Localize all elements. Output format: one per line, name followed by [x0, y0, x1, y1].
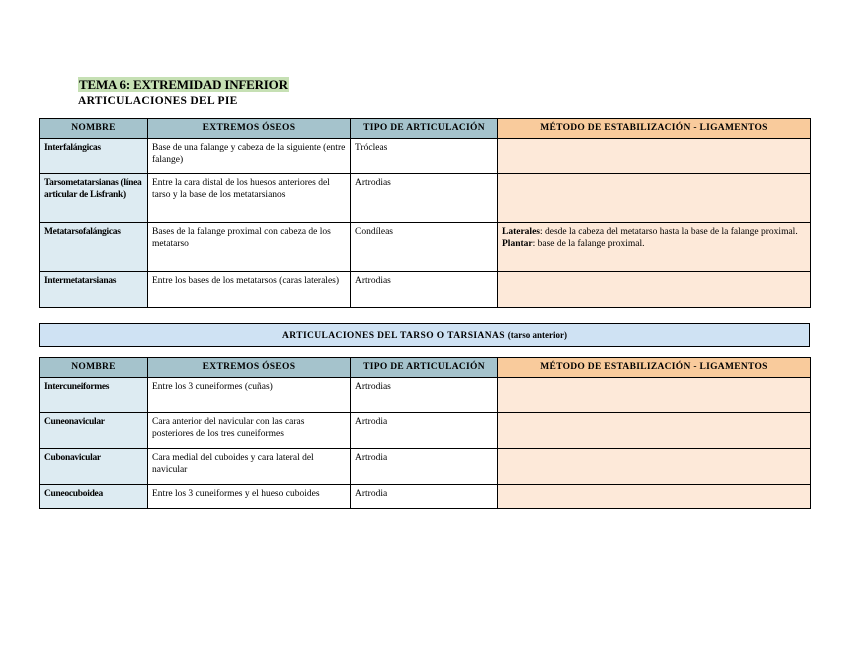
row-type: Condíleas [351, 223, 498, 272]
method-lateral-text: : desde la cabeza del metatarso hasta la base de la falange proximal. [540, 227, 798, 237]
row-type: Artrodia [351, 485, 498, 509]
row-bones: Entre la cara distal de los huesos anteriores del tarso y la base de los metatarsianos [148, 174, 351, 223]
column-header-metodo: MÉTODO DE ESTABILIZACIÓN - LIGAMENTOS [498, 358, 811, 378]
row-type: Artrodias [351, 272, 498, 308]
banner-note: (tarso anterior) [507, 330, 567, 340]
joints-table-foot [39, 118, 811, 308]
table-row [40, 378, 811, 413]
table-row [40, 413, 811, 449]
row-name: Interfalángicas [40, 139, 148, 174]
column-header-tipo: TIPO DE ARTICULACIÓN [351, 358, 498, 378]
banner-title: ARTICULACIONES DEL TARSO O TARSIANAS [282, 331, 505, 341]
row-method [498, 485, 811, 509]
row-type: Artrodias [351, 378, 498, 413]
row-name: Cuneonavicular [40, 413, 148, 449]
row-bones: Cara medial del cuboides y cara lateral del navicular [148, 449, 351, 485]
table-row [40, 485, 811, 509]
row-method [498, 449, 811, 485]
table-header-row [40, 358, 811, 378]
column-header-extremos: EXTREMOS ÓSEOS [148, 358, 351, 378]
table-row [40, 449, 811, 485]
section-banner-tarsal [39, 323, 810, 347]
row-type: Artrodia [351, 413, 498, 449]
column-header-nombre: NOMBRE [40, 358, 148, 378]
method-lateral-label: Laterales [502, 227, 540, 237]
row-bones: Cara anterior del navicular con las caras posteriores de los tres cuneiformes [148, 413, 351, 449]
table-header-row [40, 119, 811, 139]
table-row [40, 174, 811, 223]
method-plantar-label: Plantar [502, 238, 533, 249]
row-name: Metatarsofalángicas [40, 223, 148, 272]
table-row [40, 223, 811, 272]
column-header-nombre: NOMBRE [40, 119, 148, 139]
row-type: Artrodias [351, 174, 498, 223]
column-header-extremos: EXTREMOS ÓSEOS [148, 119, 351, 139]
row-name: Intermetatarsianas [40, 272, 148, 308]
document-title: TEMA 6: EXTREMIDAD INFERIOR [79, 77, 288, 92]
document-subtitle: ARTICULACIONES DEL PIE [78, 95, 238, 107]
table-row [40, 139, 811, 174]
row-type: Artrodia [351, 449, 498, 485]
method-plantar-text: : base de la falange proximal. [532, 238, 645, 249]
row-type: Trócleas [351, 139, 498, 174]
column-header-metodo: MÉTODO DE ESTABILIZACIÓN - LIGAMENTOS [498, 119, 811, 139]
column-header-tipo: TIPO DE ARTICULACIÓN [351, 119, 498, 139]
row-method [498, 174, 811, 223]
row-bones: Entre los 3 cuneiformes y el hueso cuboides [148, 485, 351, 509]
row-method [498, 378, 811, 413]
row-name: Tarsometatarsianas (línea articular de Lisfrank) [40, 174, 148, 223]
row-method [498, 139, 811, 174]
row-bones: Entre los bases de los metatarsos (caras laterales) [148, 272, 351, 308]
row-name: Cubonavicular [40, 449, 148, 485]
table-row [40, 272, 811, 308]
row-name: Cuneocuboidea [40, 485, 148, 509]
row-name: Intercuneiformes [40, 378, 148, 413]
row-method [498, 413, 811, 449]
row-method [498, 223, 811, 272]
row-bones: Entre los 3 cuneiformes (cuñas) [148, 378, 351, 413]
row-bones: Bases de la falange proximal con cabeza de los metatarso [148, 223, 351, 272]
joints-table-tarsal [39, 357, 811, 509]
row-method [498, 272, 811, 308]
row-bones: Base de una falange y cabeza de la siguiente (entre falange) [148, 139, 351, 174]
